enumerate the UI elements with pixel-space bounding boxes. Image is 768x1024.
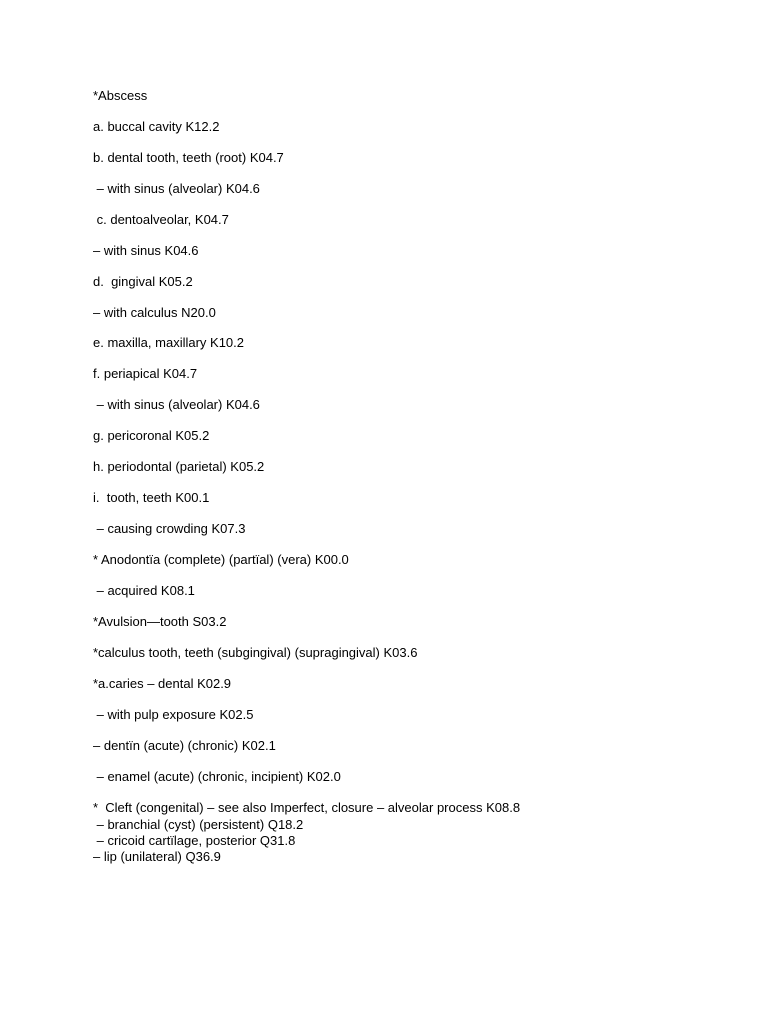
text-line: h. periodontal (parietal) K05.2 xyxy=(93,459,265,474)
text-line: * Anodontïa (complete) (partïal) (vera) K00.0 xyxy=(93,552,349,567)
text-line: *Abscess xyxy=(93,88,148,103)
text-line: e. maxilla, maxillary K10.2 xyxy=(93,335,244,350)
text-line: f. periapical K04.7 xyxy=(93,366,198,381)
text-line: – causing crowding K07.3 xyxy=(93,521,246,536)
text-line: – branchial (cyst) (persistent) Q18.2 xyxy=(93,817,304,832)
text-line: * Cleft (congenital) – see also Imperfect, closure – alveolar process K08.8 xyxy=(93,800,521,815)
text-line: – cricoid cartïlage, posterior Q31.8 xyxy=(93,833,296,848)
text-line: b. dental tooth, teeth (root) K04.7 xyxy=(93,150,284,165)
text-line: – with sinus (alveolar) K04.6 xyxy=(93,397,260,412)
text-line: – lip (unilateral) Q36.9 xyxy=(93,849,221,864)
text-line: i. tooth, teeth K00.1 xyxy=(93,490,210,505)
text-line: – acquired K08.1 xyxy=(93,583,195,598)
text-line: a. buccal cavity K12.2 xyxy=(93,119,220,134)
text-line: *a.caries – dental K02.9 xyxy=(93,676,232,691)
text-line: *calculus tooth, teeth (subgingival) (supragingival) K03.6 xyxy=(93,645,418,660)
text-line: – with sinus K04.6 xyxy=(93,243,199,258)
text-line: – with sinus (alveolar) K04.6 xyxy=(93,181,260,196)
text-line: c. dentoalveolar, K04.7 xyxy=(93,212,229,227)
text-line: – enamel (acute) (chronic, incipient) K02.0 xyxy=(93,769,341,784)
text-line: – dentïn (acute) (chronic) K02.1 xyxy=(93,738,276,753)
text-line: – with pulp exposure K02.5 xyxy=(93,707,254,722)
text-line: g. pericoronal K05.2 xyxy=(93,428,210,443)
text-line: *Avulsion—tooth S03.2 xyxy=(93,614,227,629)
text-line: – with calculus N20.0 xyxy=(93,305,216,320)
text-line: d. gingival K05.2 xyxy=(93,274,193,289)
